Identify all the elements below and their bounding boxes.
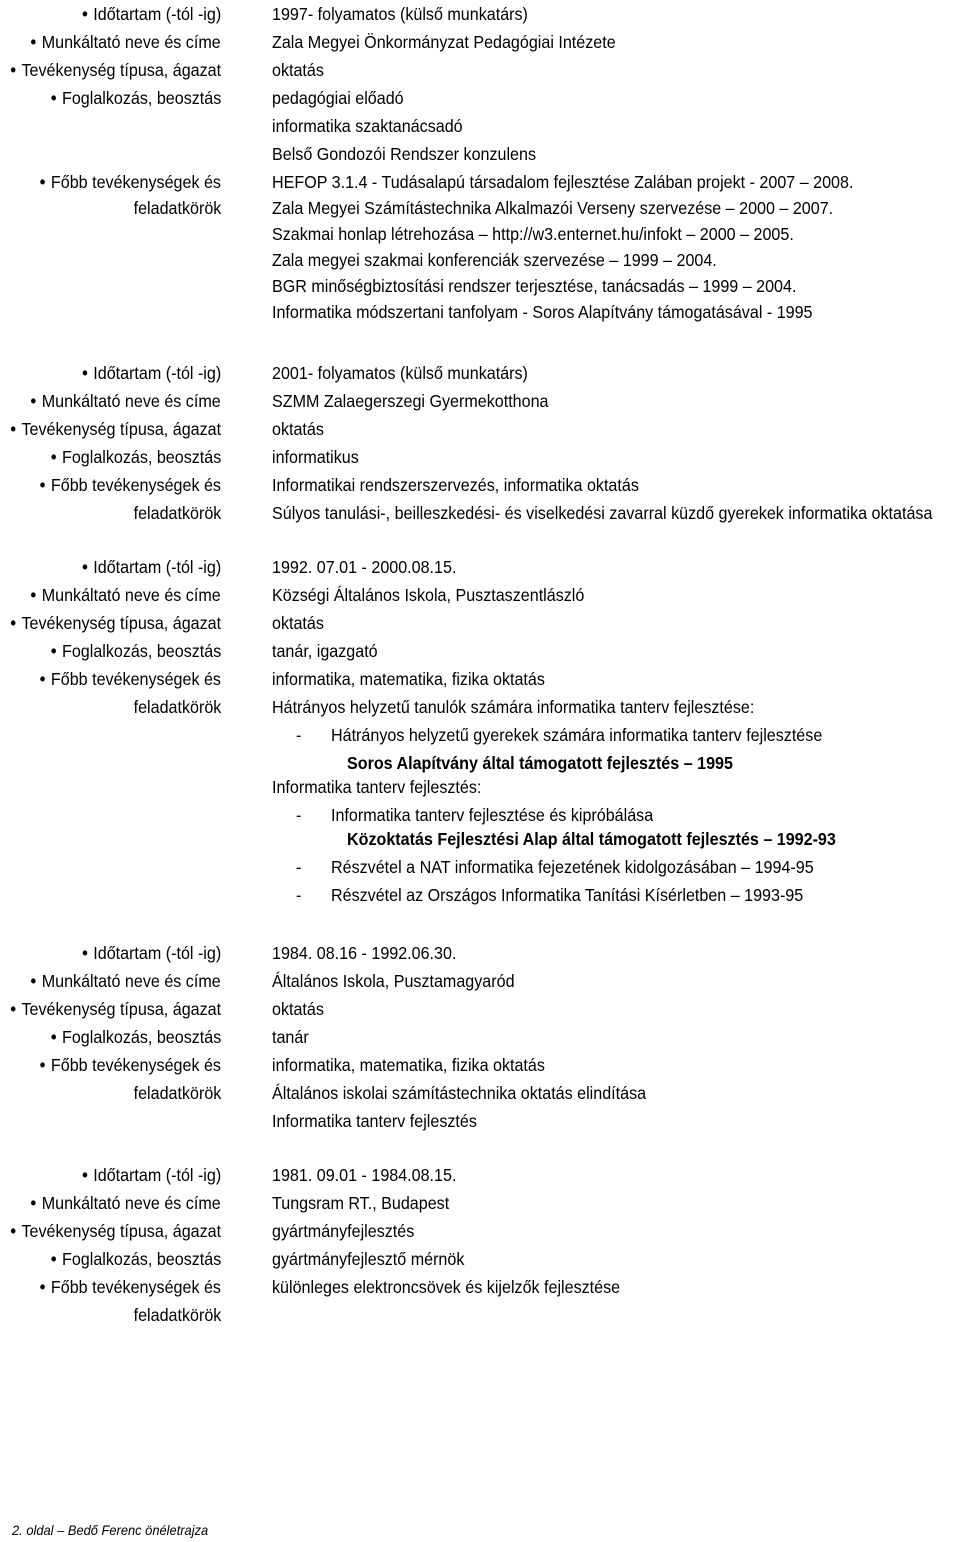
dash-marker: - bbox=[296, 885, 302, 905]
sector-value: gyártmányfejlesztés bbox=[272, 1221, 415, 1241]
bullet-icon: • bbox=[39, 475, 46, 495]
bullet-icon: • bbox=[39, 172, 46, 192]
sub-activity-item: Informatika tanterv fejlesztése és kipróbálása bbox=[331, 805, 654, 825]
sector-label: • Tevékenység típusa, ágazat bbox=[10, 995, 221, 1023]
bullet-icon: • bbox=[10, 60, 16, 80]
duration-value: 1992. 07.01 - 2000.08.15. bbox=[272, 557, 457, 577]
activities-row-cont bbox=[0, 499, 960, 527]
activity-item: Szakmai honlap létrehozása – http://w3.enternet.hu/infokt – 2000 – 2005. bbox=[272, 224, 794, 244]
employer-label: • Munkáltató neve és címe bbox=[31, 28, 221, 56]
sub-activity-row bbox=[0, 749, 960, 773]
sector-value: oktatás bbox=[272, 60, 324, 80]
sector-row bbox=[0, 56, 960, 84]
duration-label: • Időtartam (-tól -ig) bbox=[82, 1161, 221, 1189]
activities-row-cont bbox=[0, 272, 960, 298]
bullet-icon: • bbox=[81, 1165, 88, 1185]
position-row-cont bbox=[0, 112, 960, 140]
employer-label: • Munkáltató neve és címe bbox=[31, 1189, 221, 1217]
position-row bbox=[0, 443, 960, 471]
activities-row bbox=[0, 471, 960, 499]
employer-row bbox=[0, 387, 960, 415]
bullet-icon: • bbox=[81, 363, 88, 383]
position-row bbox=[0, 1023, 960, 1051]
activities-label: • Főbb tevékenységek és bbox=[40, 1051, 221, 1079]
sub-activity-row bbox=[0, 881, 960, 909]
activities-row-cont bbox=[0, 773, 960, 801]
employer-label: • Munkáltató neve és címe bbox=[31, 581, 221, 609]
duration-label: • Időtartam (-tól -ig) bbox=[82, 359, 221, 387]
activities-row-cont bbox=[0, 1107, 960, 1135]
bullet-icon: • bbox=[81, 557, 88, 577]
page-footer: 2. oldal – Bedő Ferenc önéletrajza bbox=[12, 1522, 209, 1538]
employer-label: • Munkáltató neve és címe bbox=[31, 387, 221, 415]
sector-label: • Tevékenység típusa, ágazat bbox=[10, 609, 221, 637]
work-entry-2 bbox=[0, 359, 960, 527]
position-value: tanár bbox=[272, 1027, 309, 1047]
position-label: • Foglalkozás, beosztás bbox=[51, 84, 221, 112]
position-value: Belső Gondozói Rendszer konzulens bbox=[272, 144, 537, 164]
duration-row bbox=[0, 1161, 960, 1189]
position-label: • Foglalkozás, beosztás bbox=[51, 1245, 221, 1273]
activity-item: informatika, matematika, fizika oktatás bbox=[272, 1055, 545, 1075]
bullet-icon: • bbox=[30, 1193, 37, 1213]
activity-item: Súlyos tanulási-, beilleszkedési- és viselkedési zavarral küzdő gyerekek informatika oktatása bbox=[272, 503, 933, 523]
activities-row-cont bbox=[0, 1079, 960, 1107]
position-label: • Foglalkozás, beosztás bbox=[51, 637, 221, 665]
sector-value: oktatás bbox=[272, 613, 324, 633]
activities-row-cont bbox=[0, 220, 960, 246]
position-value: pedagógiai előadó bbox=[272, 88, 404, 108]
activities-row bbox=[0, 1051, 960, 1079]
duration-label: • Időtartam (-tól -ig) bbox=[82, 553, 221, 581]
bullet-icon: • bbox=[50, 88, 57, 108]
bullet-icon: • bbox=[39, 1055, 46, 1075]
sector-row bbox=[0, 995, 960, 1023]
activities-label-cont: feladatkörök bbox=[133, 1305, 221, 1325]
sub-activity-item: Részvétel a NAT informatika fejezetének kidolgozásában – 1994-95 bbox=[331, 857, 814, 877]
sub-activity-item: Hátrányos helyzetű gyerekek számára informatika tanterv fejlesztése bbox=[331, 725, 823, 745]
duration-label: • Időtartam (-tól -ig) bbox=[82, 0, 221, 28]
activity-item: HEFOP 3.1.4 - Tudásalapú társadalom fejlesztése Zalában projekt - 2007 – 2008. bbox=[272, 172, 854, 192]
activities-row-cont bbox=[0, 1301, 960, 1329]
employer-value: Tungsram RT., Budapest bbox=[272, 1193, 450, 1213]
bullet-icon: • bbox=[10, 613, 16, 633]
employer-row bbox=[0, 28, 960, 56]
duration-row bbox=[0, 553, 960, 581]
position-row bbox=[0, 84, 960, 112]
activity-item: Általános iskolai számítástechnika oktatás elindítása bbox=[272, 1083, 647, 1103]
activities-label: • Főbb tevékenységek és bbox=[40, 1273, 221, 1301]
duration-row bbox=[0, 0, 960, 28]
sector-value: oktatás bbox=[272, 419, 324, 439]
activities-label-cont: feladatkörök bbox=[133, 503, 221, 523]
position-row bbox=[0, 637, 960, 665]
dash-marker: - bbox=[296, 725, 302, 745]
bullet-icon: • bbox=[39, 1277, 46, 1297]
employer-value: SZMM Zalaegerszegi Gyermekotthona bbox=[272, 391, 549, 411]
duration-value: 1984. 08.16 - 1992.06.30. bbox=[272, 943, 457, 963]
work-entry-3 bbox=[0, 553, 960, 909]
sub-activity-row bbox=[0, 801, 960, 825]
bullet-icon: • bbox=[81, 943, 88, 963]
bullet-icon: • bbox=[30, 971, 37, 991]
sub-activity-row bbox=[0, 825, 960, 853]
bullet-icon: • bbox=[10, 1221, 16, 1241]
duration-row bbox=[0, 939, 960, 967]
employer-label: • Munkáltató neve és címe bbox=[31, 967, 221, 995]
position-label: • Foglalkozás, beosztás bbox=[51, 443, 221, 471]
position-value: gyártmányfejlesztő mérnök bbox=[272, 1249, 465, 1269]
work-entry-1 bbox=[0, 0, 960, 324]
activities-label-cont: feladatkörök bbox=[133, 198, 221, 218]
activities-row bbox=[0, 665, 960, 693]
sector-row bbox=[0, 609, 960, 637]
position-value: tanár, igazgató bbox=[272, 641, 378, 661]
sector-label: • Tevékenység típusa, ágazat bbox=[10, 56, 221, 84]
activities-row-cont bbox=[0, 246, 960, 272]
employer-row bbox=[0, 1189, 960, 1217]
sector-value: oktatás bbox=[272, 999, 324, 1019]
bullet-icon: • bbox=[10, 419, 16, 439]
employer-value: Általános Iskola, Pusztamagyaród bbox=[272, 971, 515, 991]
activity-item: Zala megyei szakmai konferenciák szervezése – 1999 – 2004. bbox=[272, 250, 717, 270]
employer-value: Községi Általános Iskola, Pusztaszentlászló bbox=[272, 585, 585, 605]
sector-label: • Tevékenység típusa, ágazat bbox=[10, 1217, 221, 1245]
employer-row bbox=[0, 967, 960, 995]
sub-activity-row bbox=[0, 721, 960, 749]
sector-label: • Tevékenység típusa, ágazat bbox=[10, 415, 221, 443]
activities-row bbox=[0, 1273, 960, 1301]
activity-item: Informatika módszertani tanfolyam - Soros Alapítvány támogatásával - 1995 bbox=[272, 302, 813, 322]
duration-value: 2001- folyamatos (külső munkatárs) bbox=[272, 363, 528, 383]
activities-label-cont: feladatkörök bbox=[133, 1083, 221, 1103]
bullet-icon: • bbox=[39, 669, 46, 689]
activity-item: különleges elektroncsövek és kijelzők fejlesztése bbox=[272, 1277, 621, 1297]
activities-label-cont: feladatkörök bbox=[133, 697, 221, 717]
activities-row-cont bbox=[0, 693, 960, 721]
bullet-icon: • bbox=[50, 641, 57, 661]
bullet-icon: • bbox=[30, 585, 37, 605]
dash-marker: - bbox=[296, 805, 302, 825]
activity-item: Informatikai rendszerszervezés, informatika oktatás bbox=[272, 475, 639, 495]
dash-marker: - bbox=[296, 857, 302, 877]
sub-activity-funding: Közoktatás Fejlesztési Alap által támogatott fejlesztés – 1992-93 bbox=[347, 829, 836, 849]
duration-value: 1997- folyamatos (külső munkatárs) bbox=[272, 4, 528, 24]
sector-row bbox=[0, 415, 960, 443]
position-row bbox=[0, 1245, 960, 1273]
bullet-icon: • bbox=[10, 999, 16, 1019]
position-value: informatika szaktanácsadó bbox=[272, 116, 463, 136]
position-row-cont bbox=[0, 140, 960, 168]
sub-activity-funding: Soros Alapítvány által támogatott fejlesztés – 1995 bbox=[347, 753, 733, 773]
sector-row bbox=[0, 1217, 960, 1245]
employer-value: Zala Megyei Önkormányzat Pedagógiai Intézete bbox=[272, 32, 616, 52]
activities-label: • Főbb tevékenységek és bbox=[40, 471, 221, 499]
activities-label: • Főbb tevékenységek és bbox=[40, 168, 221, 196]
activities-row-cont bbox=[0, 194, 960, 220]
duration-label: • Időtartam (-tól -ig) bbox=[82, 939, 221, 967]
bullet-icon: • bbox=[30, 391, 37, 411]
work-entry-4 bbox=[0, 939, 960, 1135]
activity-item: Informatika tanterv fejlesztés bbox=[272, 1111, 477, 1131]
activities-row-cont bbox=[0, 298, 960, 324]
bullet-icon: • bbox=[30, 32, 37, 52]
work-entry-5 bbox=[0, 1161, 960, 1329]
sub-activity-item: Részvétel az Országos Informatika Tanítási Kísérletben – 1993-95 bbox=[331, 885, 804, 905]
duration-row bbox=[0, 359, 960, 387]
sub-activity-row bbox=[0, 853, 960, 881]
bullet-icon: • bbox=[50, 1249, 57, 1269]
activities-row bbox=[0, 168, 960, 194]
employer-row bbox=[0, 581, 960, 609]
bullet-icon: • bbox=[81, 4, 88, 24]
activities-label: • Főbb tevékenységek és bbox=[40, 665, 221, 693]
activity-item: Informatika tanterv fejlesztés: bbox=[272, 777, 482, 797]
bullet-icon: • bbox=[50, 1027, 57, 1047]
bullet-icon: • bbox=[50, 447, 57, 467]
activity-item: Hátrányos helyzetű tanulók számára informatika tanterv fejlesztése: bbox=[272, 697, 755, 717]
activity-item: Zala Megyei Számítástechnika Alkalmazói Verseny szervezése – 2000 – 2007. bbox=[272, 198, 834, 218]
activity-item: BGR minőségbiztosítási rendszer terjesztése, tanácsadás – 1999 – 2004. bbox=[272, 276, 797, 296]
position-label: • Foglalkozás, beosztás bbox=[51, 1023, 221, 1051]
position-value: informatikus bbox=[272, 447, 359, 467]
activity-item: informatika, matematika, fizika oktatás bbox=[272, 669, 545, 689]
duration-value: 1981. 09.01 - 1984.08.15. bbox=[272, 1165, 457, 1185]
